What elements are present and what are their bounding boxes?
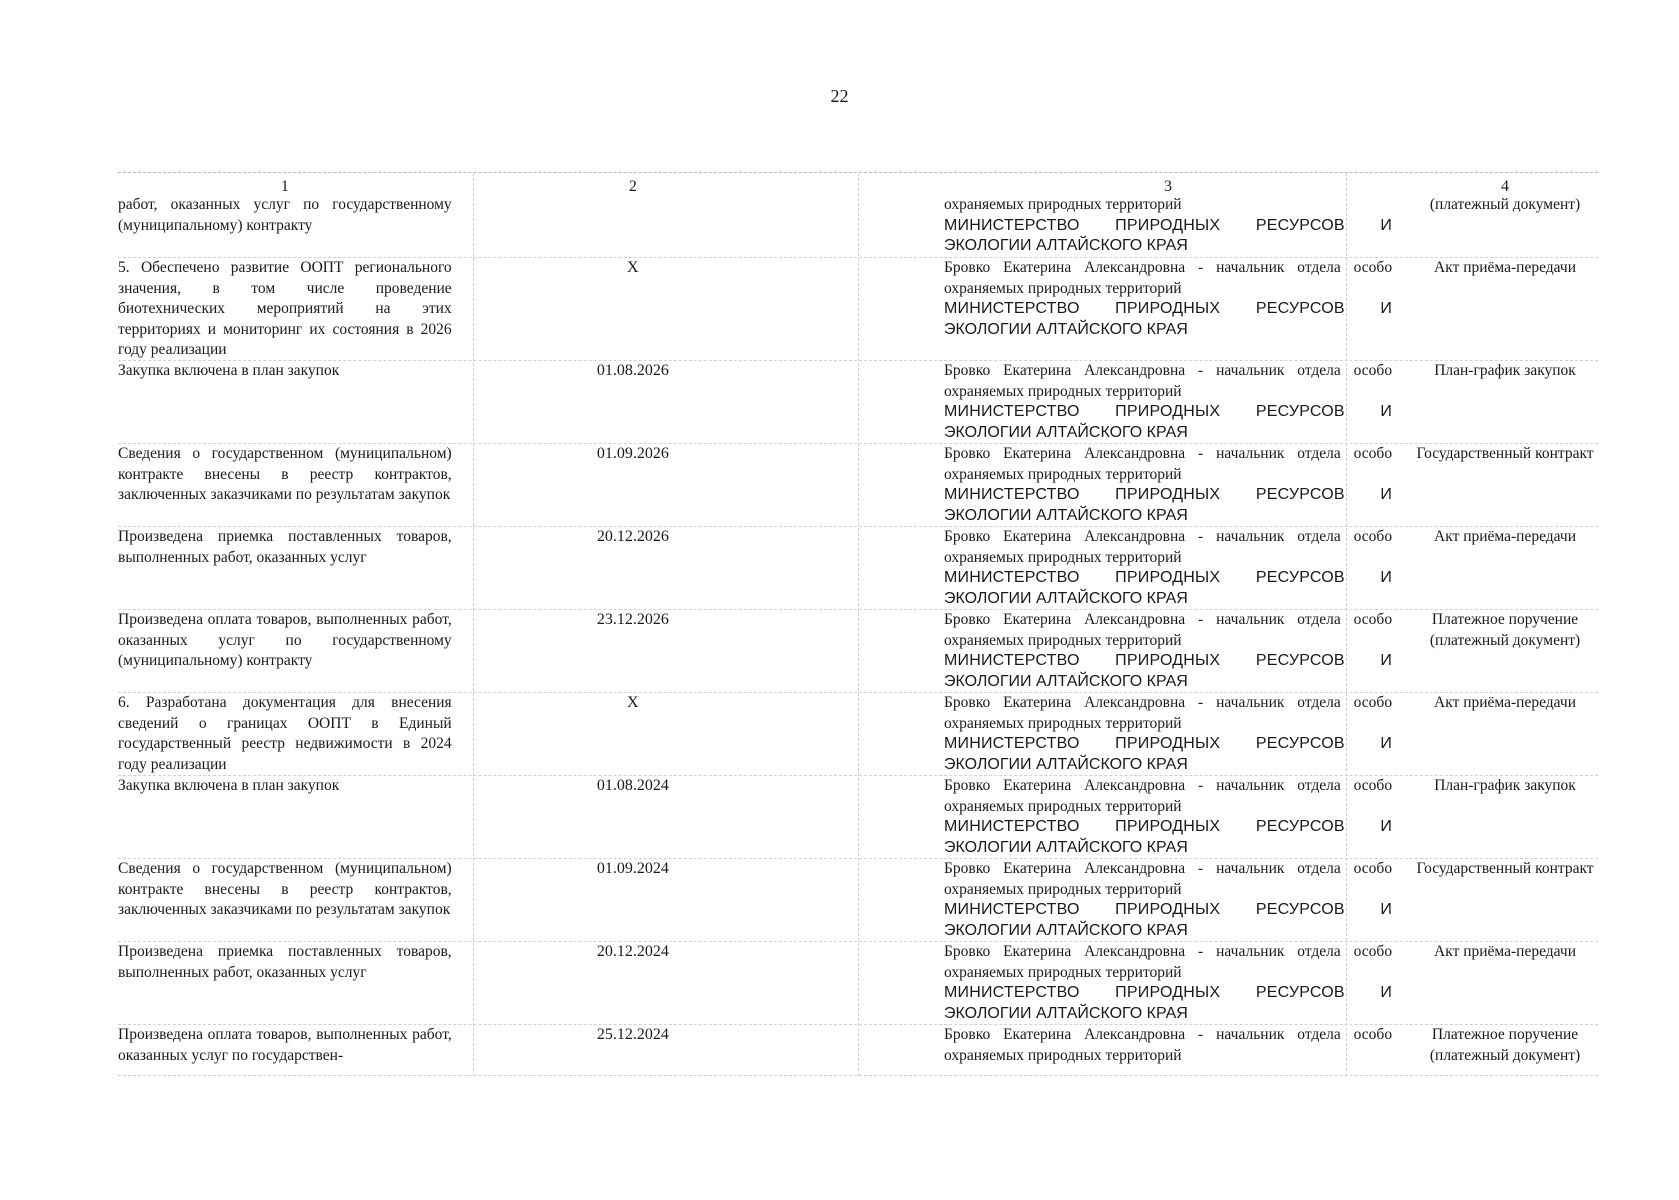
responsible-org-line2: ЭКОЛОГИИ АЛТАЙСКОГО КРАЯ xyxy=(943,506,1188,524)
responsible-person: Бровко Екатерина Александровна - начальник отдела особо охраняемых природных территорий xyxy=(943,445,1393,483)
responsible-org: МИНИСТЕРСТВО ПРИРОДНЫХ РЕСУРСОВ И xyxy=(943,984,1393,1001)
responsible-org: МИНИСТЕРСТВО ПРИРОДНЫХ РЕСУРСОВ И xyxy=(943,300,1393,317)
date-cell: 20.12.2024 xyxy=(596,943,669,960)
responsible-org-line2: ЭКОЛОГИИ АЛТАЙСКОГО КРАЯ xyxy=(943,921,1188,939)
responsible-org-line2: ЭКОЛОГИИ АЛТАЙСКОГО КРАЯ xyxy=(943,320,1188,338)
date-cell: 01.09.2024 xyxy=(596,860,669,877)
table-header xyxy=(118,173,1598,195)
document-cell: Акт приёма-передачи xyxy=(1434,694,1577,711)
document-cell: Акт приёма-передачи xyxy=(1434,259,1577,276)
responsible-person: Бровко Екатерина Александровна - начальник отдела особо охраняемых природных территорий xyxy=(943,611,1393,649)
date-cell xyxy=(452,195,944,257)
responsible-cell xyxy=(944,942,1392,1024)
document-cell: Акт приёма-передачи xyxy=(1434,528,1577,545)
responsible-person: Бровко Екатерина Александровна - начальник отдела особо охраняемых природных территорий xyxy=(943,528,1393,566)
responsible-cell xyxy=(944,610,1392,692)
responsible-cell xyxy=(944,361,1392,443)
responsible-person: Бровко Екатерина Александровна - начальник отдела особо охраняемых природных территорий xyxy=(943,362,1393,400)
event-cell: 6. Разработана документация для внесения сведений о границах ООПТ в Единый государственный реестр недвижимости в 2024 году реализации xyxy=(118,694,452,773)
table-row xyxy=(118,941,1598,1024)
table-row xyxy=(118,257,1598,360)
col-header-1: 1 xyxy=(280,178,289,195)
event-cell: 5. Обеспечено развитие ООПТ регионального значения, в том числе проведение биотехнических мероприятий на этих территориях и мониторинг их состояния в 2026 году реализации xyxy=(118,259,452,358)
document-cell: Платежное поручение (платежный документ) xyxy=(1429,611,1581,649)
table-row xyxy=(118,692,1598,775)
responsible-org: МИНИСТЕРСТВО ПРИРОДНЫХ РЕСУРСОВ И xyxy=(943,818,1393,835)
col-header-3: 3 xyxy=(1164,178,1173,195)
responsible-person: Бровко Екатерина Александровна - начальник отдела особо охраняемых природных территорий xyxy=(943,694,1393,732)
date-cell: X xyxy=(627,259,639,276)
responsible-org: МИНИСТЕРСТВО ПРИРОДНЫХ РЕСУРСОВ И xyxy=(943,652,1393,669)
document-cell: Государственный контракт xyxy=(1416,445,1594,462)
responsible-org: МИНИСТЕРСТВО ПРИРОДНЫХ РЕСУРСОВ И xyxy=(943,735,1393,752)
responsible-org-line2: ЭКОЛОГИИ АЛТАЙСКОГО КРАЯ xyxy=(943,838,1188,856)
table-row xyxy=(118,775,1598,858)
responsible-cell xyxy=(944,776,1392,858)
table-row xyxy=(118,858,1598,941)
col-header-4: 4 xyxy=(1501,178,1510,195)
date-cell: 01.08.2024 xyxy=(596,777,669,794)
document-cell: Платежное поручение (платежный документ) xyxy=(1429,1026,1581,1064)
responsible-cell xyxy=(944,1025,1392,1075)
events-table xyxy=(118,172,1598,1076)
event-cell: Произведена оплата товаров, выполненных работ, оказанных услуг по государственному (муниципальному) контракту xyxy=(118,611,452,669)
table-row xyxy=(118,526,1598,609)
responsible-org-line2: ЭКОЛОГИИ АЛТАЙСКОГО КРАЯ xyxy=(943,589,1188,607)
event-cell: Закупка включена в план закупок xyxy=(118,777,340,794)
document-cell: Акт приёма-передачи xyxy=(1434,943,1577,960)
responsible-org: МИНИСТЕРСТВО ПРИРОДНЫХ РЕСУРСОВ И xyxy=(943,216,1393,234)
responsible-cell xyxy=(944,527,1392,609)
page-number: 22 xyxy=(830,86,849,106)
date-cell: 23.12.2026 xyxy=(596,611,669,628)
document-cell: (платежный документ) xyxy=(1429,196,1581,213)
date-cell: 01.09.2026 xyxy=(596,445,669,462)
date-cell: 20.12.2026 xyxy=(596,528,669,545)
event-cell: работ, оказанных услуг по государственному (муниципальному) контракту xyxy=(118,196,452,234)
responsible-person: Бровко Екатерина Александровна - начальник отдела особо охраняемых природных территорий xyxy=(943,777,1393,815)
responsible-person: Бровко Екатерина Александровна - начальник отдела особо охраняемых природных территорий xyxy=(943,259,1393,297)
table-row xyxy=(118,360,1598,443)
responsible-org-line2: ЭКОЛОГИИ АЛТАЙСКОГО КРАЯ xyxy=(943,1004,1188,1022)
responsible-cell xyxy=(944,859,1392,941)
event-cell: Сведения о государственном (муниципальном) контракте внесены в реестр контрактов, заключенных заказчиками по результатам закупок xyxy=(118,445,452,503)
event-cell: Произведена оплата товаров, выполненных работ, оказанных услуг по государствен- xyxy=(118,1026,452,1064)
event-cell: Произведена приемка поставленных товаров, выполненных работ, оказанных услуг xyxy=(118,528,452,566)
table-row xyxy=(118,609,1598,692)
responsible-person: Бровко Екатерина Александровна - начальник отдела особо охраняемых природных территорий xyxy=(943,1026,1393,1064)
event-cell: Сведения о государственном (муниципальном) контракте внесены в реестр контрактов, заключенных заказчиками по результатам закупок xyxy=(118,860,452,918)
date-cell: X xyxy=(627,694,639,711)
date-cell: 25.12.2024 xyxy=(596,1026,669,1043)
responsible-org-line2: ЭКОЛОГИИ АЛТАЙСКОГО КРАЯ xyxy=(943,755,1188,773)
table-row xyxy=(118,443,1598,526)
responsible-org: МИНИСТЕРСТВО ПРИРОДНЫХ РЕСУРСОВ И xyxy=(943,569,1393,586)
responsible-org: МИНИСТЕРСТВО ПРИРОДНЫХ РЕСУРСОВ И xyxy=(943,403,1393,420)
responsible-org-line2: ЭКОЛОГИИ АЛТАЙСКОГО КРАЯ xyxy=(943,423,1188,441)
responsible-org-line2: ЭКОЛОГИИ АЛТАЙСКОГО КРАЯ xyxy=(943,672,1188,690)
responsible-cell xyxy=(944,444,1392,526)
responsible-cell xyxy=(944,258,1392,360)
responsible-cell xyxy=(944,693,1392,775)
document-cell: План-график закупок xyxy=(1434,777,1576,794)
responsible-person: охраняемых природных территорий xyxy=(943,196,1182,213)
responsible-org: МИНИСТЕРСТВО ПРИРОДНЫХ РЕСУРСОВ И xyxy=(943,901,1393,918)
responsible-org-line2: ЭКОЛОГИИ АЛТАЙСКОГО КРАЯ xyxy=(943,237,1188,254)
document-cell: План-график закупок xyxy=(1434,362,1576,379)
responsible-person: Бровко Екатерина Александровна - начальник отдела особо охраняемых природных территорий xyxy=(943,860,1393,898)
document-cell: Государственный контракт xyxy=(1416,860,1594,877)
table-row xyxy=(118,1024,1598,1075)
responsible-cell xyxy=(944,195,1392,257)
responsible-org: МИНИСТЕРСТВО ПРИРОДНЫХ РЕСУРСОВ И xyxy=(943,486,1393,503)
event-cell: Произведена приемка поставленных товаров, выполненных работ, оказанных услуг xyxy=(118,943,452,981)
col-header-2: 2 xyxy=(628,178,637,195)
table-row xyxy=(118,195,1598,257)
event-cell: Закупка включена в план закупок xyxy=(118,362,340,379)
responsible-person: Бровко Екатерина Александровна - начальник отдела особо охраняемых природных территорий xyxy=(943,943,1393,981)
date-cell: 01.08.2026 xyxy=(596,362,669,379)
